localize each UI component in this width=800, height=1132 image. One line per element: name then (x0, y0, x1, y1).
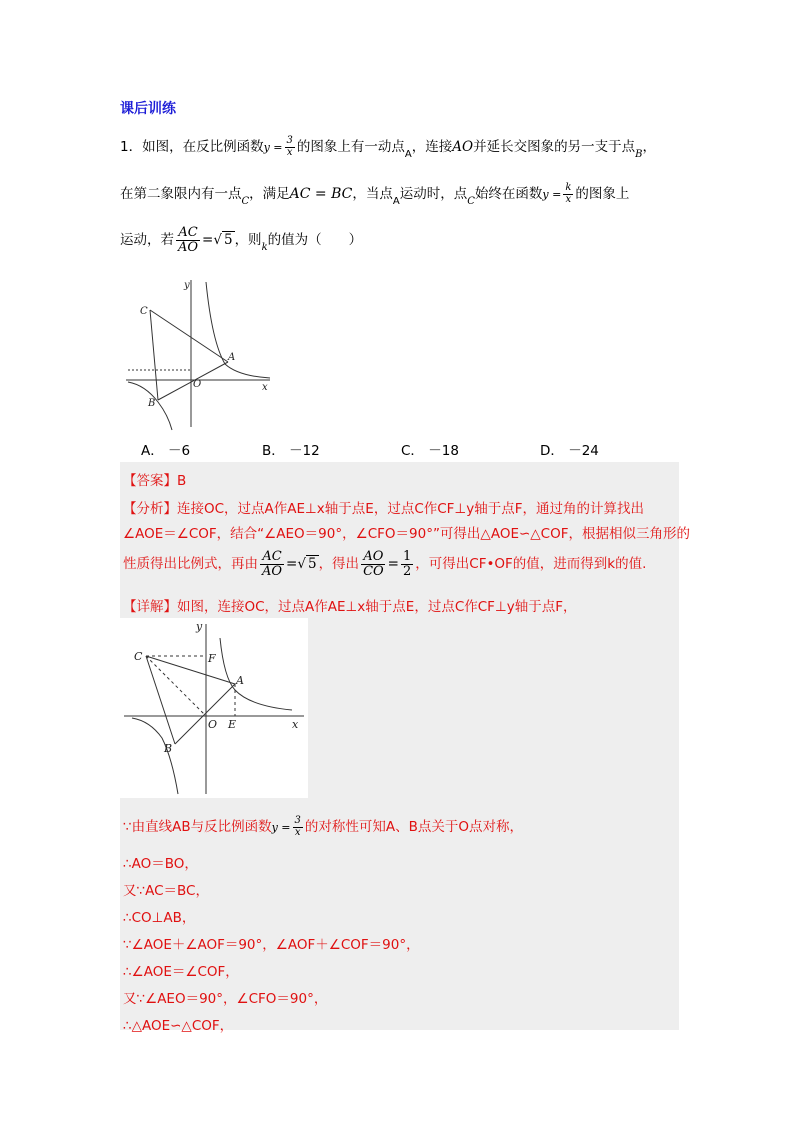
fig1-label-b: B (148, 398, 156, 409)
step-3: 又∵AC＝BC， (123, 883, 209, 899)
option-c[interactable]: C． －18 (401, 443, 459, 459)
detail-label: 【详解】 (123, 599, 177, 615)
answer-line (123, 469, 186, 489)
analysis-line-3: 性质得出比例式，再由 $\frac{AC}{AO}$ =√ 5 ，得出 $\frac{AO}{CO}$ = $\frac{1}{2}$ ，可得出CF•OF的值，进而得到k的值. (123, 549, 647, 579)
question-line-3: 运动，若 $\frac{AC}{AO}$ =√ 5 ，则$_k$的值为（ ） (120, 225, 363, 255)
option-d[interactable]: D． －24 (540, 443, 599, 459)
option-a[interactable]: A． －6 (141, 443, 191, 459)
segment-cb (150, 310, 158, 400)
fig1-label-x: x (262, 382, 268, 393)
hyperbola-branch-1 (206, 282, 270, 378)
step-7: 又∵∠AEO＝90°，∠CFO＝90°， (123, 991, 328, 1007)
detail-line: 【详解】如图，连接OC，过点A作AE⊥x轴于点E，过点C作CF⊥y轴于点F， (123, 599, 577, 615)
sqrt-5: √ 5 (213, 232, 233, 249)
fig2-label-a: A (236, 674, 244, 687)
fig2-label-o: O (208, 718, 218, 731)
fraction-ac-over-ao: $\frac{AC}{AO}$ (178, 225, 199, 255)
step-4: ∴CO⊥AB， (123, 910, 196, 926)
fig2-label-e: E (228, 718, 237, 731)
fig2-label-c: C (134, 650, 143, 663)
fig2-label-f: F (208, 652, 216, 665)
solution-figure (120, 618, 308, 798)
fig2-label-x: x (292, 718, 299, 731)
segment-ca (150, 310, 228, 362)
step-6: ∴∠AOE＝∠COF， (123, 964, 239, 980)
fraction-3-over-x: $\frac{3}{x}$ (286, 135, 293, 158)
answer-value: B (177, 473, 187, 489)
answer-label: 【答案】 (123, 473, 177, 489)
question-line-1: 1．如图，在反比例函数y = $\frac{3}{x}$ 的图象上有一动点$_A$，连接AO并延长交图象的另一支于点$_B$， (120, 135, 656, 160)
option-b[interactable]: B． －12 (262, 443, 320, 459)
step-8: ∴△AOE∽△COF， (123, 1018, 234, 1034)
analysis-line-2: ∠AOE＝∠COF，结合“∠AEO＝90°，∠CFO＝90°”可得出△AOE∽△COF，根据相似三角形的 (123, 526, 690, 542)
question-line-2: 在第二象限内有一点$_C$，满足AC = BC，当点$_A$运动时，点$_C$始终在函数y = $\frac{k}{x}$ 的图象上 (120, 182, 630, 207)
fraction-k-over-x: $\frac{k}{x}$ (565, 182, 572, 205)
question-figure (120, 272, 280, 432)
fig1-label-y: y (184, 280, 190, 291)
question-number: 1． (120, 139, 143, 155)
analysis-line-1: 【分析】连接OC，过点A作AE⊥x轴于点E，过点C作CF⊥y轴于点F，通过角的计算找出 (123, 501, 644, 517)
fig1-label-o: O (193, 379, 202, 390)
fig1-label-a: A (228, 352, 236, 363)
fig1-label-c: C (140, 306, 148, 317)
step-2: ∴AO＝BO， (123, 856, 198, 872)
section-title: 课后训练 (120, 101, 176, 117)
fig2-label-y: y (196, 620, 203, 633)
step-5: ∵∠AOE＋∠AOF＝90°，∠AOF＋∠COF＝90°， (123, 937, 420, 953)
fig2-label-b: B (164, 742, 173, 755)
analysis-label: 【分析】 (123, 501, 177, 517)
step-1: ∵由直线AB与反比例函数y = $\frac{3}{x}$ 的对称性可知A、B点关于O点对称， (123, 815, 524, 838)
